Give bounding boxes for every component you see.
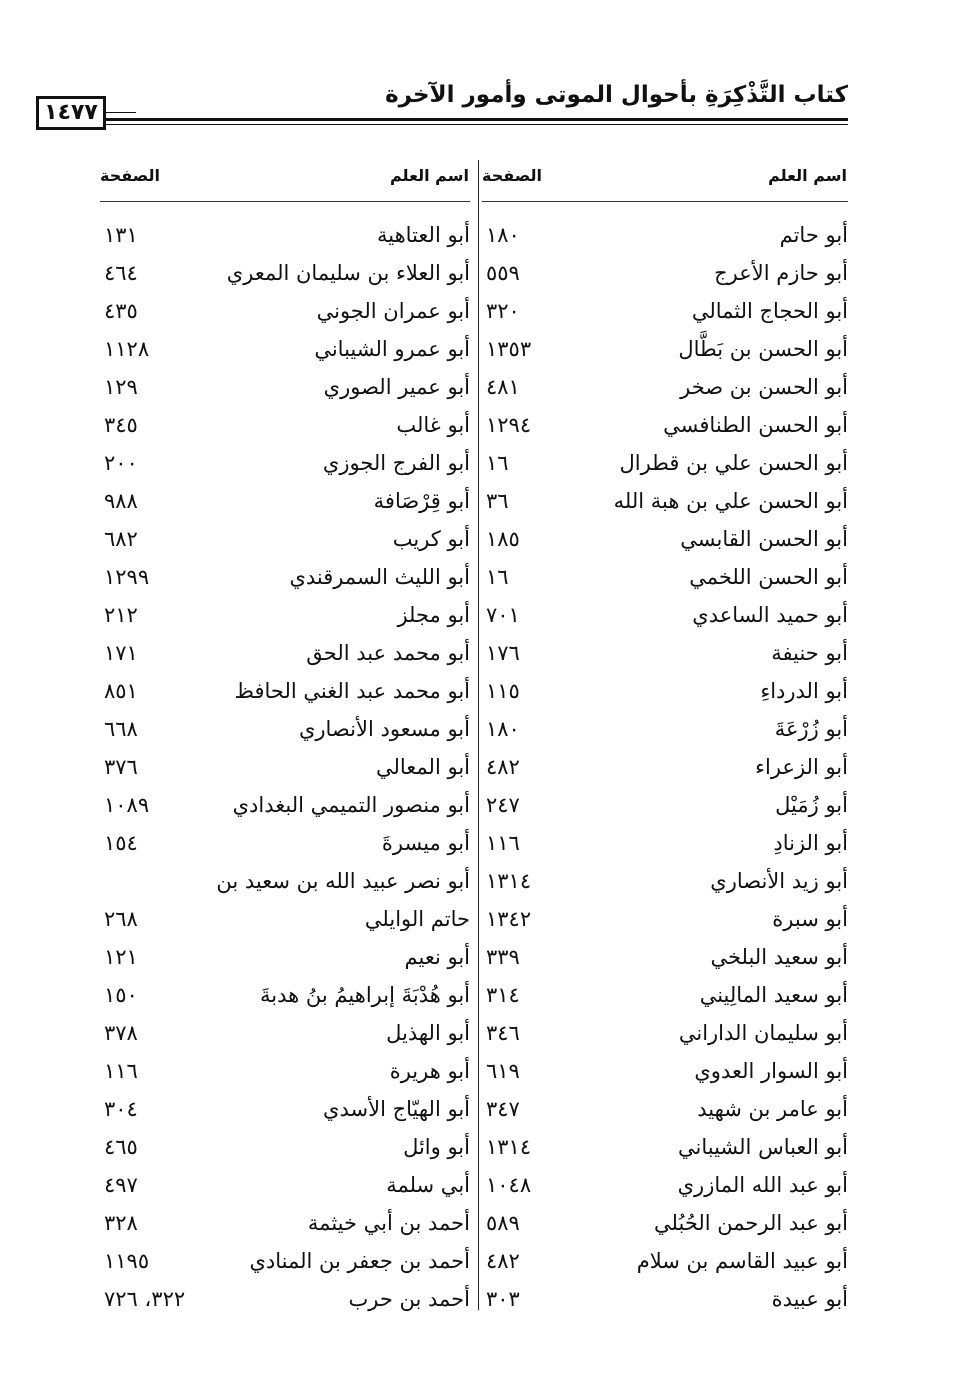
- entry-page: ١٥٤: [104, 831, 138, 855]
- entry-page: ٤٦٥: [104, 1135, 138, 1159]
- index-row: [100, 940, 470, 978]
- entry-name: أبو السوار العدوي: [694, 1059, 848, 1083]
- index-row: [478, 294, 848, 332]
- index-row: [100, 408, 470, 446]
- entry-page: ١٣١٤: [486, 1135, 532, 1159]
- index-row: [478, 256, 848, 294]
- entry-page: ١١٦: [486, 831, 520, 855]
- entry-name: أبو الحجاج الثمالي: [691, 299, 848, 323]
- entry-page: ١٦: [486, 565, 509, 589]
- index-row: [100, 864, 470, 902]
- index-row: [100, 978, 470, 1016]
- entry-name: أبو عامر بن شهيد: [697, 1097, 848, 1121]
- entry-page: ٢٠٠: [104, 451, 138, 475]
- entry-page: ١٥٠: [104, 983, 138, 1007]
- entry-page: ٥٥٩: [486, 261, 520, 285]
- entry-name: أبو عبيدة: [771, 1287, 848, 1311]
- entry-page: ٤٦٤: [104, 261, 138, 285]
- entry-page: ١٢٩: [104, 375, 138, 399]
- entry-page: ٣٤٦: [486, 1021, 520, 1045]
- entry-page: ٤٩٧: [104, 1173, 138, 1197]
- entry-name: أبو غالب: [396, 413, 470, 437]
- entry-page: ٣٤٧: [486, 1097, 520, 1121]
- entry-name: أبو سعيد البلخي: [710, 945, 848, 969]
- index-row: [100, 788, 470, 826]
- entry-page: ١٣٥٣: [486, 337, 532, 361]
- entry-name: أبو زيد الأنصاري: [710, 869, 848, 893]
- entry-page: ٣٧٦: [104, 755, 138, 779]
- entry-name: أبو الحسن علي بن هبة الله: [613, 489, 848, 513]
- entry-page: ٣٢٠: [486, 299, 520, 323]
- entry-page: ١٧٦: [486, 641, 520, 665]
- entry-page: ١٣١٤: [486, 869, 532, 893]
- entry-page: ١١٩٥: [104, 1249, 150, 1273]
- entry-page: ٤٨١: [486, 375, 520, 399]
- entry-name: أبو زُرْعَةَ: [774, 717, 848, 741]
- index-row: [478, 636, 848, 674]
- entry-name: أبو عبد الرحمن الحُبُلي: [654, 1211, 848, 1235]
- entry-page: ٣٢٢، ٧٢٦: [104, 1287, 186, 1311]
- entry-name: أبو العلاء بن سليمان المعري: [226, 261, 470, 285]
- index-row: [100, 332, 470, 370]
- entry-name: أبو حميد الساعدي: [692, 603, 848, 627]
- index-row: [100, 560, 470, 598]
- entry-name: أبو الدرداءِ: [760, 679, 848, 703]
- entry-name: أحمد بن حرب: [348, 1287, 470, 1311]
- book-title: كتاب التَّذْكِرَةِ بأحوال الموتى وأمور الآخرة: [385, 82, 848, 108]
- index-row: [478, 1244, 848, 1282]
- entry-name: أبو ميسرةَ: [381, 831, 470, 855]
- index-row: [478, 674, 848, 712]
- index-row: [478, 408, 848, 446]
- index-row: [100, 522, 470, 560]
- entry-name: أبو عمير الصوري: [323, 375, 470, 399]
- entry-page: ١٢١: [104, 945, 138, 969]
- index-row: [100, 712, 470, 750]
- index-row: [100, 1168, 470, 1206]
- entry-name: أبو الزنادِ: [773, 831, 848, 855]
- index-row: [478, 1168, 848, 1206]
- index-row: [100, 1206, 470, 1244]
- entry-page: ١٢٩٤: [486, 413, 532, 437]
- header-rule-thin: [100, 124, 848, 125]
- entry-page: ٥٨٩: [486, 1211, 520, 1235]
- entry-name: أبو هُدْبَةَ إبراهيمُ بنُ هدبةَ: [260, 983, 470, 1007]
- index-row: [478, 484, 848, 522]
- entry-name: أبو نعيم: [404, 945, 470, 969]
- entry-name: أبو مجلز: [397, 603, 470, 627]
- entry-name: أبو المعالي: [375, 755, 470, 779]
- entry-page: ٦٨٢: [104, 527, 138, 551]
- left-page-header: الصفحة: [100, 166, 161, 185]
- index-row: [478, 560, 848, 598]
- entry-name: أبو مسعود الأنصاري: [298, 717, 470, 741]
- index-row: [100, 1130, 470, 1168]
- index-row: [478, 370, 848, 408]
- entry-name: أبو وائل: [403, 1135, 470, 1159]
- entry-page: ١٣٤٢: [486, 907, 532, 931]
- entry-page: ٢٤٧: [486, 793, 520, 817]
- index-row: [100, 446, 470, 484]
- entry-name: أبو الحسن اللخمي: [689, 565, 848, 589]
- entry-page: ٣٢٨: [104, 1211, 138, 1235]
- entry-name: أبو الحسن القابسي: [680, 527, 848, 551]
- index-row: [478, 788, 848, 826]
- index-row: [100, 294, 470, 332]
- entry-page: ٣٧٨: [104, 1021, 138, 1045]
- entry-page: ٤٨٢: [486, 1249, 520, 1273]
- index-row: [478, 712, 848, 750]
- entry-name: أبو زُمَيْل: [775, 793, 848, 817]
- entry-name: أبو عمرو الشيباني: [314, 337, 470, 361]
- index-row: [478, 1130, 848, 1168]
- entry-page: ٤٣٥: [104, 299, 138, 323]
- entry-page: ١٢٩٩: [104, 565, 150, 589]
- index-row: [100, 1016, 470, 1054]
- entry-page: ٣٤٥: [104, 413, 138, 437]
- index-row: [100, 902, 470, 940]
- right-header-underline: [482, 201, 848, 202]
- entry-name: أبو الحسن الطنافسي: [663, 413, 848, 437]
- entry-name: أبو عبيد القاسم بن سلام: [636, 1249, 848, 1273]
- index-row: [100, 370, 470, 408]
- entry-name: أبو منصور التميمي البغدادي: [232, 793, 470, 817]
- entry-name: أبو سبرة: [772, 907, 848, 931]
- entry-page: ١١٦: [104, 1059, 138, 1083]
- entry-page: ٩٨٨: [104, 489, 138, 513]
- entry-name: أبو العباس الشيباني: [678, 1135, 848, 1159]
- entry-name: أحمد بن أبي خيثمة: [307, 1211, 470, 1235]
- entry-page: ٣٠٤: [104, 1097, 138, 1121]
- index-row: [100, 218, 470, 256]
- index-row: [100, 256, 470, 294]
- right-page-header: الصفحة: [482, 166, 543, 185]
- index-row: [100, 1054, 470, 1092]
- entry-page: ٤٨٢: [486, 755, 520, 779]
- entry-page: ٦١٩: [486, 1059, 520, 1083]
- entry-page: ٢١٢: [104, 603, 138, 627]
- index-row: [478, 218, 848, 256]
- entry-page: ٣٠٣: [486, 1287, 520, 1311]
- entry-page: ١٠٤٨: [486, 1173, 532, 1197]
- entry-name: أبو عمران الجوني: [316, 299, 470, 323]
- entry-name: أبو الهيّاج الأسدي: [323, 1097, 470, 1121]
- entry-name: أبو العتاهية: [377, 223, 470, 247]
- entry-name: أبو محمد عبد الغني الحافظ: [234, 679, 470, 703]
- entry-page: ٦٦٨: [104, 717, 138, 741]
- entry-page: ٨٥١: [104, 679, 138, 703]
- entry-name: أبو حازم الأعرج: [714, 261, 848, 285]
- entry-page: ١٨٠: [486, 223, 520, 247]
- entry-name: أبو هريرة: [389, 1059, 470, 1083]
- entry-page: ١٠٨٩: [104, 793, 150, 817]
- index-row: [478, 978, 848, 1016]
- index-row: [478, 1092, 848, 1130]
- index-row: [478, 1054, 848, 1092]
- header-rule-thick: [100, 118, 848, 121]
- entry-page: ١٨٠: [486, 717, 520, 741]
- entry-page: ١٧١: [104, 641, 138, 665]
- right-index-column: [478, 218, 848, 1320]
- entry-page: ١١٥: [486, 679, 520, 703]
- index-row: [478, 332, 848, 370]
- index-row: [100, 1282, 470, 1320]
- entry-name: أبو الحسن بن بَطَّال: [678, 337, 848, 361]
- index-row: [478, 864, 848, 902]
- index-row: [478, 598, 848, 636]
- entry-name: أبو نصر عبيد الله بن سعيد بن: [216, 869, 470, 893]
- page-number: ١٤٧٧: [36, 96, 106, 130]
- entry-name: أبو الليث السمرقندي: [289, 565, 470, 589]
- entry-page: ١٨٥: [486, 527, 520, 551]
- index-row: [478, 1016, 848, 1054]
- index-row: [478, 446, 848, 484]
- index-row: [100, 826, 470, 864]
- index-row: [100, 750, 470, 788]
- index-row: [478, 940, 848, 978]
- entry-name: أبو سليمان الداراني: [678, 1021, 848, 1045]
- entry-page: ٣٦: [486, 489, 509, 513]
- entry-name: أبو عبد الله المازري: [677, 1173, 848, 1197]
- index-row: [478, 826, 848, 864]
- entry-name: أبو سعيد المالِيني: [699, 983, 848, 1007]
- index-row: [100, 484, 470, 522]
- left-header-underline: [100, 201, 470, 202]
- index-row: [100, 1092, 470, 1130]
- entry-name: أبو حاتم: [779, 223, 848, 247]
- entry-page: ١٣١: [104, 223, 138, 247]
- entry-name: أبي سلمة: [386, 1173, 470, 1197]
- left-index-column: [100, 218, 470, 1320]
- entry-name: أبو الزعراء: [755, 755, 848, 779]
- entry-name: أبو الهذيل: [386, 1021, 470, 1045]
- left-name-header: اسم العلم: [390, 166, 469, 185]
- page-header: [100, 82, 848, 112]
- entry-name: أبو حنيفة: [771, 641, 848, 665]
- index-row: [100, 1244, 470, 1282]
- entry-name: أبو الحسن علي بن قطرال: [619, 451, 848, 475]
- index-row: [100, 636, 470, 674]
- entry-page: ٣١٤: [486, 983, 520, 1007]
- index-row: [478, 1206, 848, 1244]
- entry-page: ١١٢٨: [104, 337, 150, 361]
- index-row: [478, 1282, 848, 1320]
- entry-name: أبو الفرج الجوزي: [322, 451, 470, 475]
- entry-name: أحمد بن جعفر بن المنادي: [249, 1249, 470, 1273]
- index-row: [478, 522, 848, 560]
- entry-name: أبو محمد عبد الحق: [306, 641, 470, 665]
- entry-page: ١٦: [486, 451, 509, 475]
- entry-name: حاتم الوايلي: [364, 907, 470, 931]
- index-row: [478, 902, 848, 940]
- entry-name: أبو كريب: [392, 527, 470, 551]
- index-row: [100, 598, 470, 636]
- index-row: [478, 750, 848, 788]
- entry-page: ٣٣٩: [486, 945, 520, 969]
- entry-name: أبو الحسن بن صخر: [680, 375, 848, 399]
- entry-name: أبو قِرْصَافة: [373, 489, 470, 513]
- right-name-header: اسم العلم: [768, 166, 847, 185]
- index-row: [100, 674, 470, 712]
- entry-page: ٧٠١: [486, 603, 520, 627]
- entry-page: ٢٦٨: [104, 907, 138, 931]
